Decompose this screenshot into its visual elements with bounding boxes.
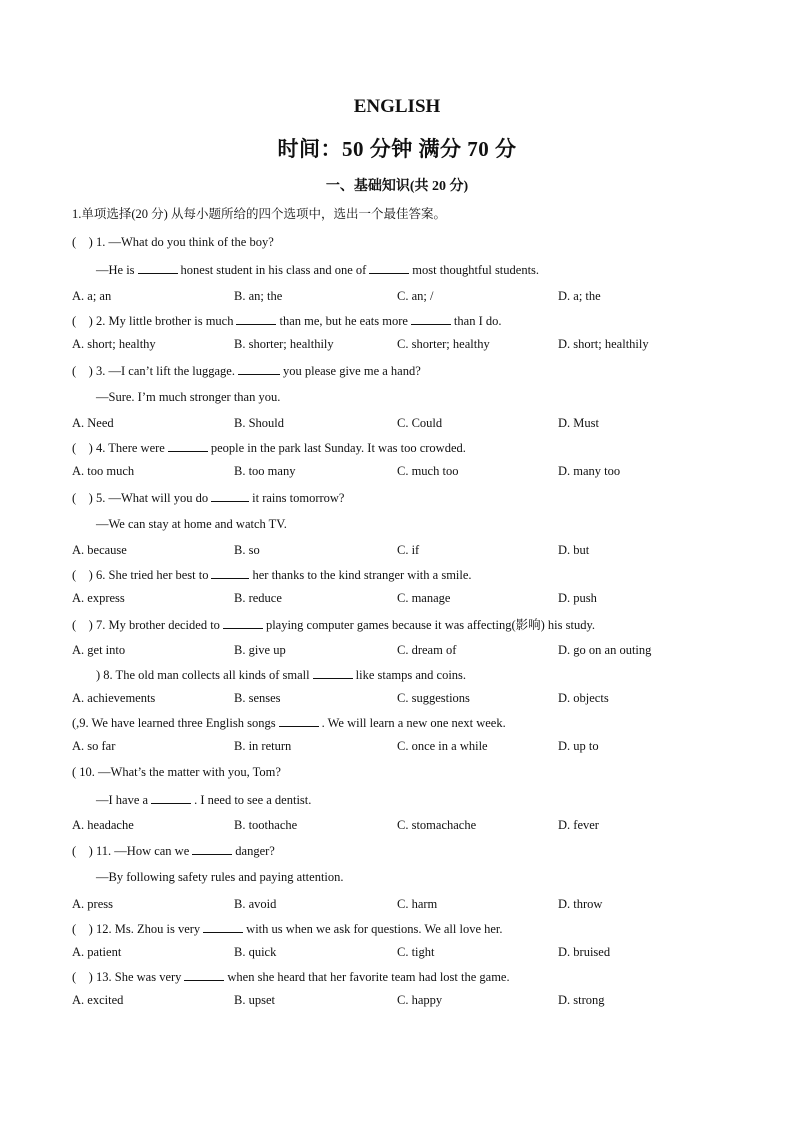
- answer-paren: ( ): [72, 314, 93, 328]
- blank: [236, 312, 276, 325]
- option-c: C. an; /: [397, 289, 434, 303]
- question-2-stem: [72, 312, 732, 329]
- question-2-options: [72, 336, 732, 352]
- option-d: D. but: [558, 543, 590, 557]
- question-13-options: [72, 992, 732, 1008]
- question-12-stem: [72, 920, 732, 937]
- option-a: A. headache: [72, 818, 134, 832]
- option-c: C. tight: [397, 945, 435, 959]
- question-5-stem: [72, 489, 732, 506]
- question-text: (,9. We have learned three English songs: [72, 716, 276, 730]
- option-a: A. so far: [72, 739, 116, 753]
- option-b: B. so: [234, 543, 260, 557]
- exam-title: ENGLISH: [353, 96, 441, 117]
- option-c: C. manage: [397, 591, 451, 605]
- option-c: C. shorter; healthy: [397, 337, 490, 351]
- option-a: A. short; healthy: [72, 337, 156, 351]
- question-12-options: [72, 944, 732, 960]
- option-d: D. throw: [558, 897, 603, 911]
- question-5-line2: —We can stay at home and watch TV.: [96, 517, 287, 531]
- question-8-options: [72, 690, 732, 706]
- option-a: A. patient: [72, 945, 122, 959]
- option-c: C. if: [397, 543, 420, 557]
- option-b: B. give up: [234, 643, 286, 657]
- question-text: most thoughtful students.: [412, 263, 540, 277]
- answer-paren: ( ): [72, 568, 93, 582]
- question-text: people in the park last Sunday. It was too crowded.: [210, 441, 466, 455]
- question-text: 11. —How can we: [96, 844, 190, 858]
- answer-paren: ( ): [72, 618, 93, 632]
- question-text: danger?: [235, 844, 275, 858]
- question-11-line2: —By following safety rules and paying attention.: [96, 870, 344, 884]
- question-7-stem: [72, 616, 732, 633]
- question-text: it rains tomorrow?: [252, 491, 345, 505]
- option-d: D. push: [558, 591, 597, 605]
- question-3-line2: —Sure. I’m much stronger than you.: [96, 390, 281, 404]
- option-d: D. fever: [558, 818, 599, 832]
- option-c: C. harm: [397, 897, 438, 911]
- question-text: than I do.: [453, 314, 502, 328]
- question-7-options: [72, 642, 732, 658]
- question-text: her thanks to the kind stranger with a smile.: [252, 568, 472, 582]
- option-b: B. toothache: [234, 818, 298, 832]
- question-text: 7. My brother decided to: [96, 618, 220, 632]
- question-4-options: [72, 463, 732, 479]
- blank: [138, 261, 178, 274]
- blank: [223, 616, 263, 629]
- question-4-stem: [72, 439, 732, 456]
- question-11-options: [72, 896, 732, 912]
- option-b: B. shorter; healthily: [234, 337, 334, 351]
- question-text: . We will learn a new one next week.: [321, 716, 506, 730]
- option-c: C. dream of: [397, 643, 457, 657]
- option-a: A. a; an: [72, 289, 112, 303]
- section-heading: 一、基础知识(共 20 分): [325, 179, 469, 194]
- option-c: C. stomachache: [397, 818, 477, 832]
- question-text: —I have a: [96, 793, 149, 807]
- question-text: you please give me a hand?: [282, 364, 421, 378]
- blank: [184, 968, 224, 981]
- blank: [411, 312, 451, 325]
- option-d: D. up to: [558, 739, 599, 753]
- blank: [168, 439, 208, 452]
- question-9-stem: [72, 714, 732, 731]
- question-1-options: [72, 288, 732, 304]
- question-6-stem: [72, 566, 732, 583]
- option-b: B. in return: [234, 739, 292, 753]
- option-c: C. once in a while: [397, 739, 488, 753]
- option-a: A. achievements: [72, 691, 156, 705]
- option-b: B. reduce: [234, 591, 282, 605]
- question-text: when she heard that her favorite team had lost the game.: [227, 970, 510, 984]
- question-10-options: [72, 817, 732, 833]
- blank: [369, 261, 409, 274]
- option-c: C. much too: [397, 464, 459, 478]
- question-8-stem: [96, 666, 756, 683]
- option-a: A. press: [72, 897, 113, 911]
- answer-paren: ( ): [72, 364, 93, 378]
- option-a: A. Need: [72, 416, 114, 430]
- question-text: 13. She was very: [96, 970, 182, 984]
- question-1-line2: [96, 261, 756, 278]
- blank: [203, 920, 243, 933]
- question-text: 6. She tried her best to: [96, 568, 209, 582]
- blank: [279, 714, 319, 727]
- blank: [151, 791, 191, 804]
- question-11-stem: [72, 842, 732, 859]
- option-a: A. because: [72, 543, 127, 557]
- question-text: like stamps and coins.: [355, 668, 467, 682]
- question-text: 4. There were: [96, 441, 165, 455]
- question-text: 2. My little brother is much: [96, 314, 234, 328]
- answer-paren: ( ): [72, 844, 93, 858]
- question-9-options: [72, 738, 732, 754]
- question-text: with us when we ask for questions. We all love her.: [246, 922, 503, 936]
- option-c: C. happy: [397, 993, 443, 1007]
- question-text: 12. Ms. Zhou is very: [96, 922, 201, 936]
- option-d: D. go on an outing: [558, 643, 652, 657]
- question-text: 5. —What will you do: [96, 491, 209, 505]
- blank: [238, 362, 280, 375]
- question-3-stem: [72, 362, 732, 379]
- answer-paren: ( ): [72, 441, 93, 455]
- option-d: D. Must: [558, 416, 599, 430]
- question-text: 3. —I can’t lift the luggage.: [96, 364, 235, 378]
- option-c: C. suggestions: [397, 691, 470, 705]
- option-b: B. avoid: [234, 897, 277, 911]
- option-a: A. express: [72, 591, 125, 605]
- answer-paren: ( ): [72, 491, 93, 505]
- option-b: B. quick: [234, 945, 277, 959]
- blank: [192, 842, 232, 855]
- option-b: B. senses: [234, 691, 281, 705]
- option-b: B. Should: [234, 416, 285, 430]
- question-text: 1. —What do you think of the boy?: [96, 235, 274, 249]
- option-a: A. too much: [72, 464, 135, 478]
- blank: [313, 666, 353, 679]
- question-text: playing computer games because it was affecting(影响) his study.: [265, 618, 596, 632]
- question-text: . I need to see a dentist.: [194, 793, 312, 807]
- option-a: A. excited: [72, 993, 124, 1007]
- option-d: D. bruised: [558, 945, 611, 959]
- question-text: —He is: [96, 263, 135, 277]
- question-10-stem: ( 10. —What’s the matter with you, Tom?: [72, 765, 281, 779]
- blank: [211, 489, 249, 502]
- option-d: D. strong: [558, 993, 605, 1007]
- question-1-stem: [72, 234, 732, 250]
- option-d: D. a; the: [558, 289, 601, 303]
- question-6-options: [72, 590, 732, 606]
- question-text: ) 8. The old man collects all kinds of small: [96, 668, 310, 682]
- option-b: B. too many: [234, 464, 296, 478]
- option-a: A. get into: [72, 643, 126, 657]
- option-d: D. short; healthily: [558, 337, 649, 351]
- question-3-options: [72, 415, 732, 431]
- option-d: D. objects: [558, 691, 609, 705]
- option-b: B. upset: [234, 993, 275, 1007]
- option-b: B. an; the: [234, 289, 283, 303]
- blank: [211, 566, 249, 579]
- question-13-stem: [72, 968, 732, 985]
- question-10-line2: [96, 791, 756, 808]
- option-d: D. many too: [558, 464, 621, 478]
- question-text: than me, but he eats more: [279, 314, 408, 328]
- answer-paren: ( ): [72, 922, 93, 936]
- time-and-score: 时间：50 分钟 满分 70 分: [277, 137, 517, 161]
- answer-paren: ( ): [72, 235, 93, 249]
- instruction: 1.单项选择(20 分) 从每小题所给的四个选项中，选出一个最佳答案。: [72, 207, 446, 221]
- question-5-options: [72, 542, 732, 558]
- option-c: C. Could: [397, 416, 443, 430]
- answer-paren: ( ): [72, 970, 93, 984]
- question-text: honest student in his class and one of: [180, 263, 367, 277]
